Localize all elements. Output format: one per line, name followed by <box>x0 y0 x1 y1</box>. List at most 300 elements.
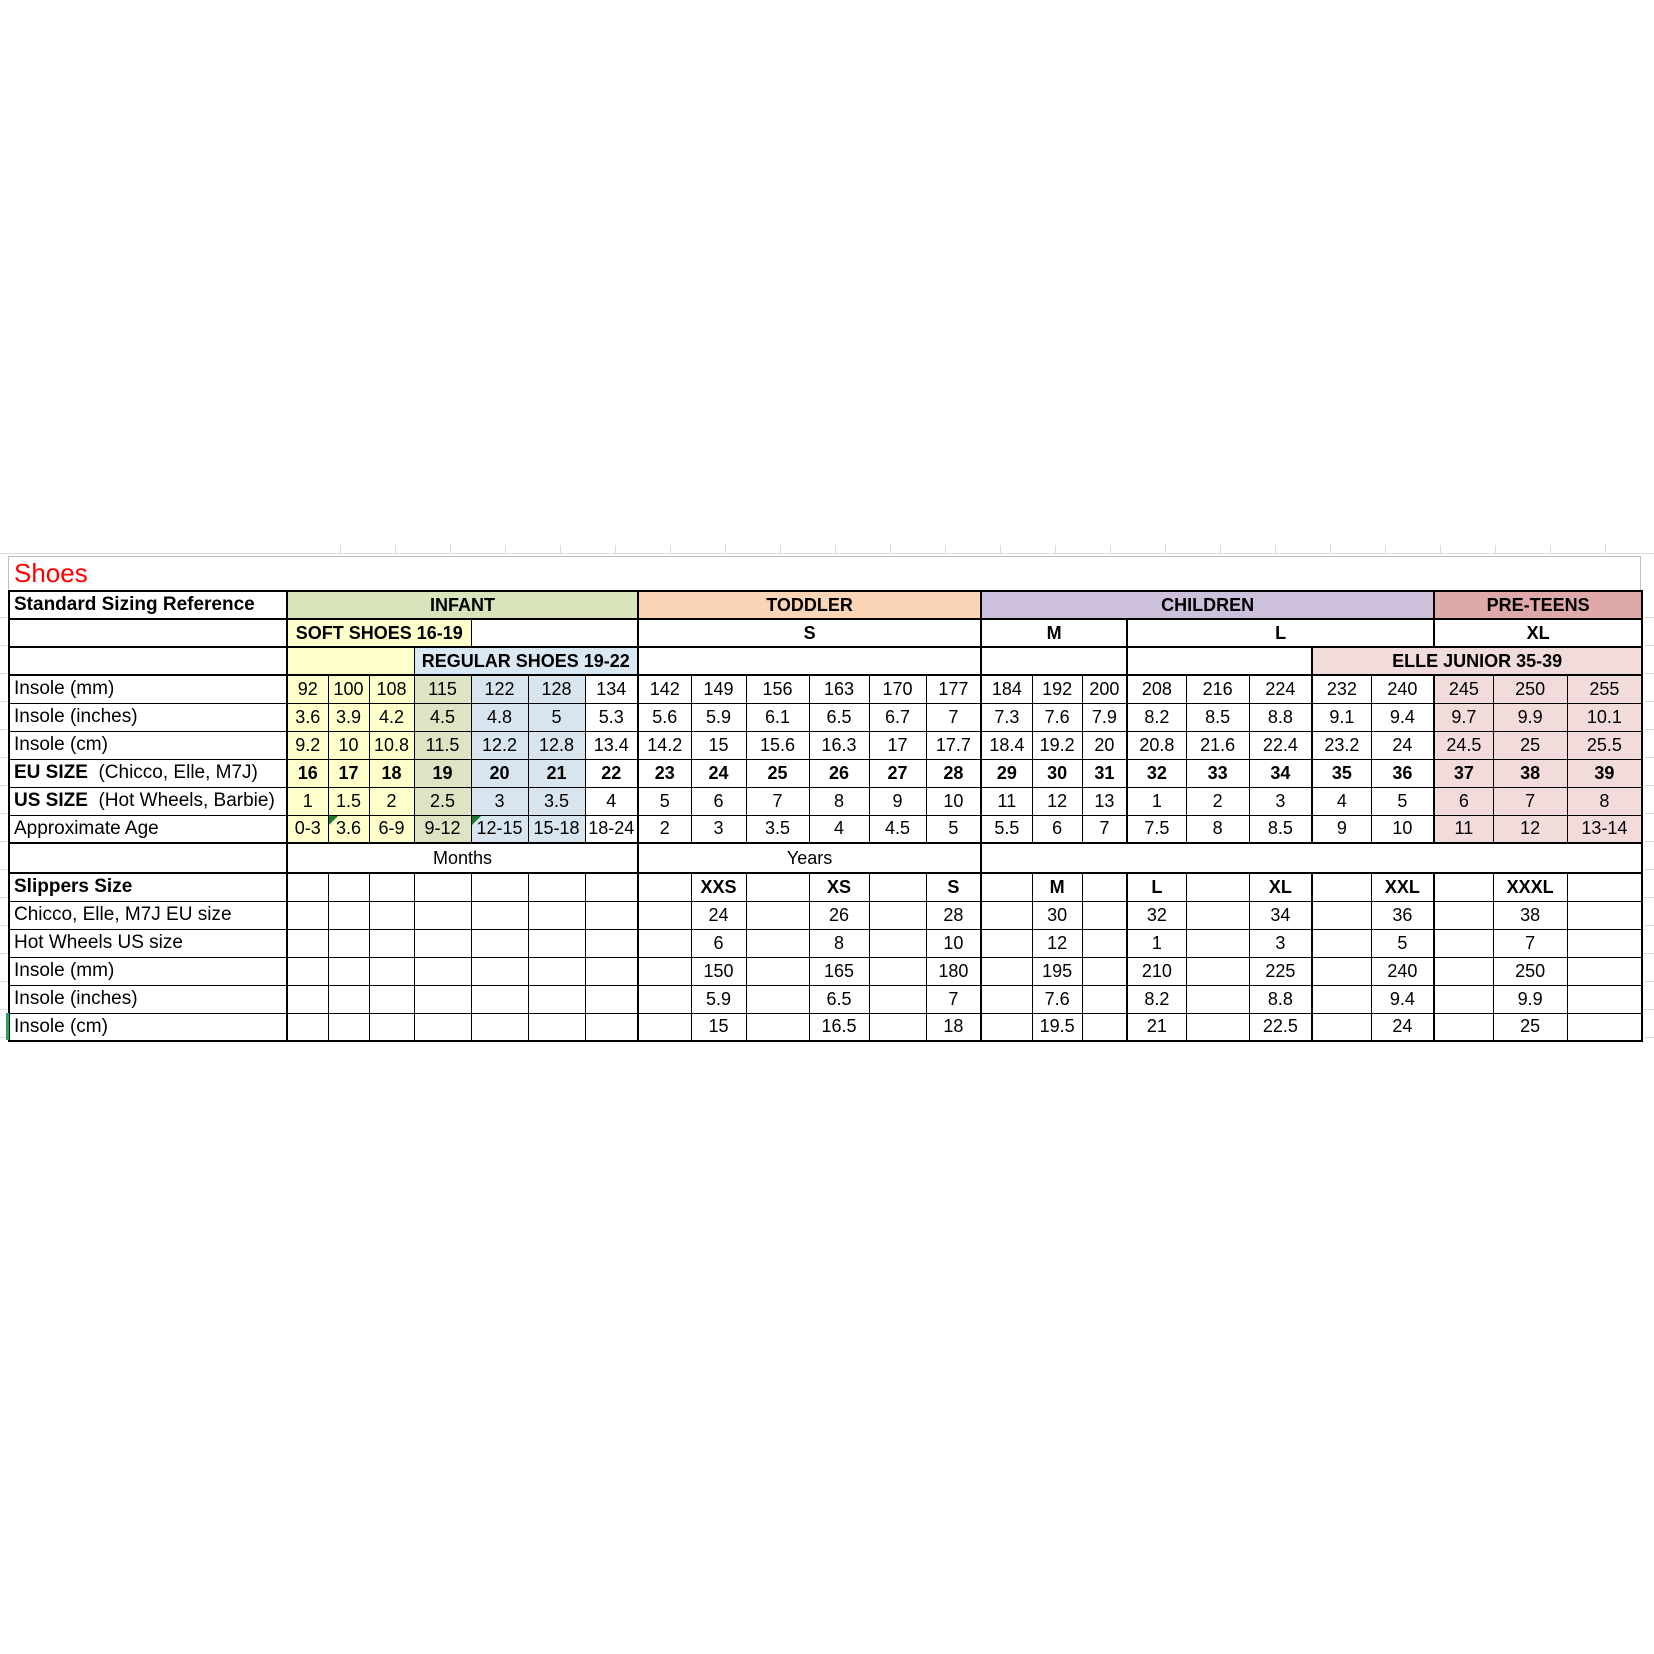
data-cell[interactable]: 13-14 <box>1567 815 1642 843</box>
data-cell[interactable]: 25.5 <box>1567 731 1642 759</box>
blank-cell[interactable] <box>869 957 926 985</box>
data-cell[interactable]: 9 <box>869 787 926 815</box>
data-cell[interactable]: 11 <box>981 787 1032 815</box>
data-cell[interactable]: 3 <box>1249 929 1312 957</box>
blank-cell[interactable] <box>528 873 585 901</box>
data-cell[interactable]: 225 <box>1249 957 1312 985</box>
band-toddler[interactable]: TODDLER <box>638 591 981 619</box>
data-cell[interactable]: 2.5 <box>414 787 471 815</box>
data-cell[interactable]: 12.8 <box>528 731 585 759</box>
data-cell[interactable]: 34 <box>1249 759 1312 787</box>
data-cell[interactable]: 5 <box>638 787 691 815</box>
data-cell[interactable]: 19 <box>414 759 471 787</box>
blank-cell[interactable] <box>287 1013 328 1041</box>
data-cell[interactable]: 4.8 <box>471 703 528 731</box>
blank-cell[interactable] <box>414 901 471 929</box>
data-cell[interactable]: 4 <box>809 815 869 843</box>
data-cell[interactable]: 30 <box>1032 759 1082 787</box>
data-cell[interactable]: 5.5 <box>981 815 1032 843</box>
blank-cell[interactable] <box>981 929 1032 957</box>
blank-cell[interactable] <box>414 873 471 901</box>
row-label-cell[interactable]: Insole (cm) <box>9 1013 287 1041</box>
data-cell[interactable]: 12 <box>1493 815 1567 843</box>
data-cell[interactable]: 6.7 <box>869 703 926 731</box>
blank-cell[interactable] <box>638 873 691 901</box>
blank-cell[interactable] <box>1312 957 1371 985</box>
band-infant[interactable]: INFANT <box>287 591 638 619</box>
data-cell[interactable]: 8 <box>1186 815 1249 843</box>
data-cell[interactable]: 35 <box>1312 759 1371 787</box>
data-cell[interactable]: 6 <box>691 929 746 957</box>
blank-cell[interactable] <box>471 1013 528 1041</box>
data-cell[interactable]: 12 <box>1032 787 1082 815</box>
data-cell[interactable]: 4.5 <box>414 703 471 731</box>
blank-cell[interactable] <box>1434 901 1493 929</box>
data-cell[interactable]: 108 <box>369 675 414 703</box>
blank-cell[interactable] <box>869 1013 926 1041</box>
data-cell[interactable]: 28 <box>926 759 981 787</box>
slipper-size-xxl[interactable]: XXL <box>1371 873 1434 901</box>
data-cell[interactable]: 20.8 <box>1127 731 1186 759</box>
data-cell[interactable]: 3 <box>1249 787 1312 815</box>
data-cell[interactable]: 23 <box>638 759 691 787</box>
data-cell[interactable]: 1.5 <box>328 787 369 815</box>
data-cell[interactable]: 8.2 <box>1127 703 1186 731</box>
blank-cell[interactable] <box>1434 873 1493 901</box>
data-cell[interactable]: 7.6 <box>1032 703 1082 731</box>
blank-cell[interactable] <box>528 929 585 957</box>
data-cell[interactable]: 36 <box>1371 759 1434 787</box>
data-cell[interactable]: 17.7 <box>926 731 981 759</box>
data-cell[interactable]: 20 <box>471 759 528 787</box>
slippers-size-header-cell[interactable]: Slippers Size <box>9 873 287 901</box>
size-band-xl[interactable]: XL <box>1434 619 1642 647</box>
data-cell[interactable]: 7.3 <box>981 703 1032 731</box>
data-cell[interactable]: 18 <box>926 1013 981 1041</box>
data-cell[interactable]: 7 <box>1082 815 1127 843</box>
data-cell[interactable]: 170 <box>869 675 926 703</box>
data-cell[interactable]: 7 <box>926 703 981 731</box>
data-cell[interactable]: 5 <box>528 703 585 731</box>
blank-cell[interactable] <box>1312 873 1371 901</box>
data-cell[interactable]: 10.8 <box>369 731 414 759</box>
data-cell[interactable]: 3.5 <box>528 787 585 815</box>
blank-cell[interactable] <box>328 901 369 929</box>
blank-cell[interactable] <box>287 647 414 675</box>
row-label-cell[interactable] <box>9 647 287 675</box>
blank-cell[interactable] <box>1434 985 1493 1013</box>
data-cell[interactable]: 23.2 <box>1312 731 1371 759</box>
blank-cell[interactable] <box>1567 873 1642 901</box>
data-cell[interactable]: 2 <box>369 787 414 815</box>
slipper-size-m[interactable]: M <box>1032 873 1082 901</box>
data-cell[interactable]: 22.4 <box>1249 731 1312 759</box>
blank-cell[interactable] <box>746 957 809 985</box>
data-cell[interactable]: 195 <box>1032 957 1082 985</box>
standard-sizing-header-cell[interactable]: Standard Sizing Reference <box>9 591 287 619</box>
blank-cell[interactable] <box>414 929 471 957</box>
blank-cell[interactable] <box>1127 647 1312 675</box>
data-cell[interactable]: 3.6 <box>328 815 369 843</box>
row-label-cell[interactable]: Insole (inches) <box>9 985 287 1013</box>
blank-cell[interactable] <box>287 873 328 901</box>
blank-cell[interactable] <box>1082 957 1127 985</box>
data-cell[interactable]: 6-9 <box>369 815 414 843</box>
data-cell[interactable]: 25 <box>1493 731 1567 759</box>
data-cell[interactable]: 4 <box>585 787 638 815</box>
data-cell[interactable]: 3.9 <box>328 703 369 731</box>
data-cell[interactable]: 28 <box>926 901 981 929</box>
blank-cell[interactable] <box>1082 929 1127 957</box>
data-cell[interactable]: 21 <box>1127 1013 1186 1041</box>
blank-cell[interactable] <box>287 957 328 985</box>
data-cell[interactable]: 22 <box>585 759 638 787</box>
data-cell[interactable]: 177 <box>926 675 981 703</box>
blank-cell[interactable] <box>1082 985 1127 1013</box>
data-cell[interactable]: 92 <box>287 675 328 703</box>
data-cell[interactable]: 34 <box>1249 901 1312 929</box>
data-cell[interactable]: 12-15 <box>471 815 528 843</box>
data-cell[interactable]: 245 <box>1434 675 1493 703</box>
blank-cell[interactable] <box>869 929 926 957</box>
data-cell[interactable]: 15 <box>691 1013 746 1041</box>
blank-cell[interactable] <box>638 985 691 1013</box>
blank-cell[interactable] <box>981 1013 1032 1041</box>
data-cell[interactable]: 7 <box>926 985 981 1013</box>
data-cell[interactable]: 9.9 <box>1493 985 1567 1013</box>
data-cell[interactable]: 184 <box>981 675 1032 703</box>
data-cell[interactable]: 0-3 <box>287 815 328 843</box>
data-cell[interactable]: 25 <box>746 759 809 787</box>
data-cell[interactable]: 31 <box>1082 759 1127 787</box>
data-cell[interactable]: 240 <box>1371 675 1434 703</box>
data-cell[interactable]: 3.6 <box>287 703 328 731</box>
band-pre-teens[interactable]: PRE-TEENS <box>1434 591 1642 619</box>
data-cell[interactable]: 11 <box>1434 815 1493 843</box>
data-cell[interactable]: 7.5 <box>1127 815 1186 843</box>
data-cell[interactable]: 9.1 <box>1312 703 1371 731</box>
blank-cell[interactable] <box>471 901 528 929</box>
data-cell[interactable]: 8.2 <box>1127 985 1186 1013</box>
data-cell[interactable]: 7 <box>1493 929 1567 957</box>
data-cell[interactable]: 216 <box>1186 675 1249 703</box>
blank-cell[interactable] <box>869 901 926 929</box>
blank-cell[interactable] <box>414 985 471 1013</box>
data-cell[interactable]: 10 <box>328 731 369 759</box>
data-cell[interactable]: 14.2 <box>638 731 691 759</box>
row-label-cell[interactable]: Chicco, Elle, M7J EU size <box>9 901 287 929</box>
row-label-cell[interactable]: Insole (cm) <box>9 731 287 759</box>
data-cell[interactable]: 122 <box>471 675 528 703</box>
blank-cell[interactable] <box>528 957 585 985</box>
blank-cell[interactable] <box>1434 957 1493 985</box>
data-cell[interactable]: 5.3 <box>585 703 638 731</box>
data-cell[interactable]: 29 <box>981 759 1032 787</box>
data-cell[interactable]: 21 <box>528 759 585 787</box>
data-cell[interactable]: 180 <box>926 957 981 985</box>
data-cell[interactable]: 19.2 <box>1032 731 1082 759</box>
data-cell[interactable]: 250 <box>1493 957 1567 985</box>
data-cell[interactable]: 13.4 <box>585 731 638 759</box>
blank-cell[interactable] <box>1312 929 1371 957</box>
data-cell[interactable]: 5 <box>1371 929 1434 957</box>
blank-cell[interactable] <box>287 901 328 929</box>
data-cell[interactable]: 18-24 <box>585 815 638 843</box>
blank-cell[interactable] <box>585 957 638 985</box>
blank-cell[interactable] <box>1312 901 1371 929</box>
blank-cell[interactable] <box>369 929 414 957</box>
data-cell[interactable]: 9.9 <box>1493 703 1567 731</box>
blank-cell[interactable] <box>471 873 528 901</box>
blank-cell[interactable] <box>471 929 528 957</box>
data-cell[interactable]: 9.7 <box>1434 703 1493 731</box>
data-cell[interactable]: 21.6 <box>1186 731 1249 759</box>
data-cell[interactable]: 192 <box>1032 675 1082 703</box>
data-cell[interactable]: 210 <box>1127 957 1186 985</box>
blank-cell[interactable] <box>328 985 369 1013</box>
blank-cell[interactable] <box>287 985 328 1013</box>
blank-cell[interactable] <box>585 873 638 901</box>
row-label-cell[interactable]: Insole (inches) <box>9 703 287 731</box>
data-cell[interactable]: 9-12 <box>414 815 471 843</box>
data-cell[interactable]: 7.6 <box>1032 985 1082 1013</box>
data-cell[interactable]: 10 <box>926 929 981 957</box>
data-cell[interactable]: 10 <box>926 787 981 815</box>
blank-cell[interactable] <box>471 619 638 647</box>
row-label-cell[interactable]: Hot Wheels US size <box>9 929 287 957</box>
data-cell[interactable]: 22.5 <box>1249 1013 1312 1041</box>
data-cell[interactable]: 36 <box>1371 901 1434 929</box>
data-cell[interactable]: 4.2 <box>369 703 414 731</box>
blank-cell[interactable] <box>746 929 809 957</box>
data-cell[interactable]: 20 <box>1082 731 1127 759</box>
blank-cell[interactable] <box>1082 873 1127 901</box>
data-cell[interactable]: 200 <box>1082 675 1127 703</box>
data-cell[interactable]: 1 <box>1127 787 1186 815</box>
blank-cell[interactable] <box>471 985 528 1013</box>
data-cell[interactable]: 18.4 <box>981 731 1032 759</box>
blank-cell[interactable] <box>746 873 809 901</box>
blank-cell[interactable] <box>1434 1013 1493 1041</box>
data-cell[interactable]: 26 <box>809 759 869 787</box>
blank-cell[interactable] <box>328 873 369 901</box>
data-cell[interactable]: 6.5 <box>809 703 869 731</box>
data-cell[interactable]: 6.5 <box>809 985 869 1013</box>
data-cell[interactable]: 240 <box>1371 957 1434 985</box>
data-cell[interactable]: 1 <box>1127 929 1186 957</box>
blank-cell[interactable] <box>1186 901 1249 929</box>
blank-cell[interactable] <box>638 957 691 985</box>
blank-cell[interactable] <box>1434 929 1493 957</box>
data-cell[interactable]: 32 <box>1127 759 1186 787</box>
data-cell[interactable]: 15.6 <box>746 731 809 759</box>
data-cell[interactable]: 8.8 <box>1249 703 1312 731</box>
blank-cell[interactable] <box>981 901 1032 929</box>
size-band-s[interactable]: S <box>638 619 981 647</box>
data-cell[interactable]: 9.4 <box>1371 985 1434 1013</box>
blank-cell[interactable] <box>328 1013 369 1041</box>
data-cell[interactable]: 163 <box>809 675 869 703</box>
blank-cell[interactable] <box>1312 985 1371 1013</box>
size-band-l[interactable]: L <box>1127 619 1434 647</box>
blank-cell[interactable] <box>869 873 926 901</box>
data-cell[interactable]: 24 <box>1371 1013 1434 1041</box>
data-cell[interactable]: 5 <box>926 815 981 843</box>
data-cell[interactable]: 13 <box>1082 787 1127 815</box>
data-cell[interactable]: 10 <box>1371 815 1434 843</box>
row-label-cell[interactable] <box>9 759 287 787</box>
blank-cell[interactable] <box>528 1013 585 1041</box>
data-cell[interactable]: 3 <box>691 815 746 843</box>
data-cell[interactable]: 5.9 <box>691 985 746 1013</box>
data-cell[interactable]: 250 <box>1493 675 1567 703</box>
blank-cell[interactable] <box>585 901 638 929</box>
blank-cell[interactable] <box>1312 1013 1371 1041</box>
data-cell[interactable]: 8 <box>809 929 869 957</box>
data-cell[interactable]: 100 <box>328 675 369 703</box>
data-cell[interactable]: 7 <box>1493 787 1567 815</box>
data-cell[interactable]: 8.5 <box>1186 703 1249 731</box>
blank-cell[interactable] <box>369 985 414 1013</box>
data-cell[interactable]: 25 <box>1493 1013 1567 1041</box>
data-cell[interactable]: 165 <box>809 957 869 985</box>
data-cell[interactable]: 18 <box>369 759 414 787</box>
data-cell[interactable]: 2 <box>638 815 691 843</box>
data-cell[interactable]: 8.5 <box>1249 815 1312 843</box>
blank-cell[interactable] <box>746 1013 809 1041</box>
blank-cell[interactable] <box>414 1013 471 1041</box>
data-cell[interactable]: 8.8 <box>1249 985 1312 1013</box>
blank-cell[interactable] <box>1567 929 1642 957</box>
band-children[interactable]: CHILDREN <box>981 591 1434 619</box>
size-band-soft-shoes-16-19[interactable]: SOFT SHOES 16-19 <box>287 619 471 647</box>
data-cell[interactable]: 128 <box>528 675 585 703</box>
data-cell[interactable]: 6 <box>691 787 746 815</box>
data-cell[interactable]: 8 <box>1567 787 1642 815</box>
slipper-size-xxxl[interactable]: XXXL <box>1493 873 1567 901</box>
data-cell[interactable]: 26 <box>809 901 869 929</box>
blank-cell[interactable] <box>1567 985 1642 1013</box>
data-cell[interactable]: 10.1 <box>1567 703 1642 731</box>
blank-cell[interactable] <box>1186 957 1249 985</box>
data-cell[interactable]: 15-18 <box>528 815 585 843</box>
data-cell[interactable]: 232 <box>1312 675 1371 703</box>
blank-cell[interactable] <box>369 957 414 985</box>
slipper-size-s[interactable]: S <box>926 873 981 901</box>
blank-cell[interactable] <box>585 929 638 957</box>
data-cell[interactable]: 24.5 <box>1434 731 1493 759</box>
data-cell[interactable]: 12.2 <box>471 731 528 759</box>
blank-cell[interactable] <box>1567 901 1642 929</box>
data-cell[interactable]: 17 <box>328 759 369 787</box>
data-cell[interactable]: 9.2 <box>287 731 328 759</box>
blank-cell[interactable] <box>638 1013 691 1041</box>
blank-cell[interactable] <box>981 957 1032 985</box>
data-cell[interactable]: 7.9 <box>1082 703 1127 731</box>
data-cell[interactable]: 5.6 <box>638 703 691 731</box>
data-cell[interactable]: 134 <box>585 675 638 703</box>
blank-cell[interactable] <box>585 1013 638 1041</box>
data-cell[interactable]: 9.4 <box>1371 703 1434 731</box>
blank-cell[interactable] <box>746 901 809 929</box>
data-cell[interactable]: 33 <box>1186 759 1249 787</box>
blank-cell[interactable] <box>1082 901 1127 929</box>
data-cell[interactable]: 156 <box>746 675 809 703</box>
data-cell[interactable]: 16.5 <box>809 1013 869 1041</box>
blank-cell[interactable] <box>328 957 369 985</box>
data-cell[interactable]: 17 <box>869 731 926 759</box>
data-cell[interactable]: 1 <box>287 787 328 815</box>
data-cell[interactable]: 5.9 <box>691 703 746 731</box>
slipper-size-l[interactable]: L <box>1127 873 1186 901</box>
data-cell[interactable]: 6 <box>1032 815 1082 843</box>
period-years[interactable]: Years <box>638 843 981 873</box>
data-cell[interactable]: 5 <box>1371 787 1434 815</box>
row-label-cell[interactable] <box>9 787 287 815</box>
data-cell[interactable]: 39 <box>1567 759 1642 787</box>
data-cell[interactable]: 9 <box>1312 815 1371 843</box>
data-cell[interactable]: 224 <box>1249 675 1312 703</box>
blank-cell[interactable] <box>1186 1013 1249 1041</box>
blank-cell[interactable] <box>1186 873 1249 901</box>
blank-cell[interactable] <box>1082 1013 1127 1041</box>
data-cell[interactable]: 32 <box>1127 901 1186 929</box>
data-cell[interactable]: 37 <box>1434 759 1493 787</box>
data-cell[interactable]: 30 <box>1032 901 1082 929</box>
period-months[interactable]: Months <box>287 843 638 873</box>
data-cell[interactable]: 11.5 <box>414 731 471 759</box>
blank-cell[interactable] <box>981 647 1127 675</box>
data-cell[interactable]: 24 <box>1371 731 1434 759</box>
data-cell[interactable]: 24 <box>691 901 746 929</box>
data-cell[interactable]: 12 <box>1032 929 1082 957</box>
blank-cell[interactable] <box>746 985 809 1013</box>
slipper-size-xl[interactable]: XL <box>1249 873 1312 901</box>
blank-cell[interactable] <box>1186 929 1249 957</box>
data-cell[interactable]: 16 <box>287 759 328 787</box>
data-cell[interactable]: 4 <box>1312 787 1371 815</box>
data-cell[interactable]: 142 <box>638 675 691 703</box>
data-cell[interactable]: 6.1 <box>746 703 809 731</box>
data-cell[interactable]: 150 <box>691 957 746 985</box>
blank-cell[interactable] <box>369 901 414 929</box>
row-label-cell[interactable] <box>9 843 287 873</box>
data-cell[interactable]: 3 <box>471 787 528 815</box>
data-cell[interactable]: 16.3 <box>809 731 869 759</box>
data-cell[interactable]: 2 <box>1186 787 1249 815</box>
brand-band-elle-junior-35-39[interactable]: ELLE JUNIOR 35-39 <box>1312 647 1642 675</box>
data-cell[interactable]: 19.5 <box>1032 1013 1082 1041</box>
blank-cell[interactable] <box>287 929 328 957</box>
blank-cell[interactable] <box>369 873 414 901</box>
blank-cell[interactable] <box>981 873 1032 901</box>
slipper-size-xs[interactable]: XS <box>809 873 869 901</box>
data-cell[interactable]: 4.5 <box>869 815 926 843</box>
brand-band-regular-shoes-19-22[interactable]: REGULAR SHOES 19-22 <box>414 647 638 675</box>
size-band-m[interactable]: M <box>981 619 1127 647</box>
blank-cell[interactable] <box>1186 985 1249 1013</box>
sheet-title[interactable]: Shoes <box>8 556 1641 590</box>
blank-cell[interactable] <box>328 929 369 957</box>
row-label-cell[interactable]: Insole (mm) <box>9 675 287 703</box>
blank-cell[interactable] <box>585 985 638 1013</box>
blank-cell[interactable] <box>369 1013 414 1041</box>
blank-cell[interactable] <box>981 843 1642 873</box>
blank-cell[interactable] <box>1567 1013 1642 1041</box>
row-label-cell[interactable]: Insole (mm) <box>9 957 287 985</box>
blank-cell[interactable] <box>528 901 585 929</box>
data-cell[interactable]: 38 <box>1493 759 1567 787</box>
